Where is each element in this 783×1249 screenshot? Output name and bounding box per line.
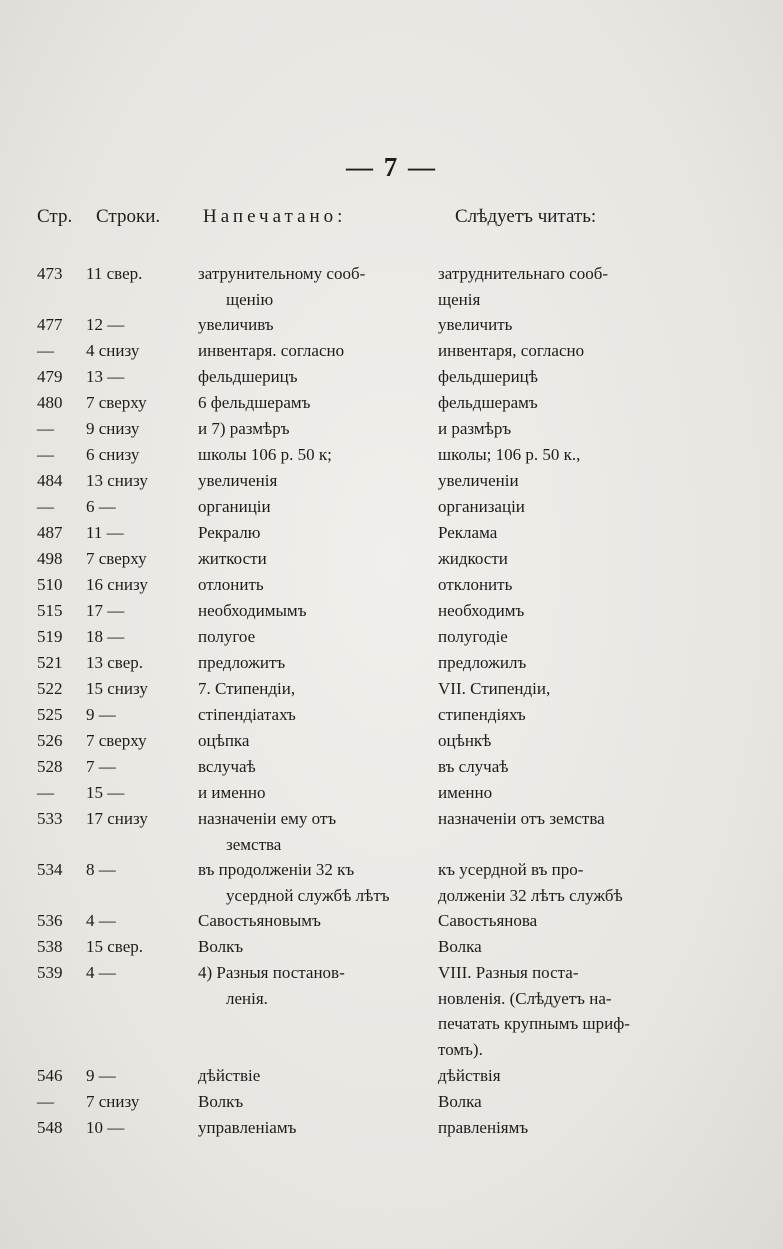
errata-read-text: въ случаѣ xyxy=(438,757,509,776)
errata-read-text: VIII. Разныя поста- xyxy=(438,963,579,982)
errata-line: 13 свер. xyxy=(86,653,144,672)
errata-read-text: стипендіяхъ xyxy=(438,705,526,724)
errata-read-text: новленія. (Слѣдуетъ на- xyxy=(438,988,612,1008)
errata-page: 525 xyxy=(37,705,63,724)
errata-read-text: и размѣръ xyxy=(438,419,512,438)
errata-page: 521 xyxy=(37,653,63,672)
errata-read-text: организаціи xyxy=(438,497,525,516)
errata-printed xyxy=(198,624,420,650)
errata-printed-text: увеличенія xyxy=(198,471,278,490)
errata-printed-text: 7. Стипендіи, xyxy=(198,679,296,698)
page-number: — 7 — xyxy=(346,152,437,182)
errata-page: 519 xyxy=(37,627,63,646)
errata-line: 12 — xyxy=(86,315,125,334)
errata-printed-text: управленіамъ xyxy=(198,1118,297,1137)
errata-should-read xyxy=(438,338,646,364)
errata-page: 533 xyxy=(37,809,63,828)
errata-read-text: инвентаря, согласно xyxy=(438,341,585,360)
errata-printed xyxy=(198,857,420,908)
errata-should-read xyxy=(438,1063,646,1089)
errata-page: — xyxy=(37,445,54,464)
errata-page: 534 xyxy=(37,860,63,879)
errata-page: 536 xyxy=(37,911,63,930)
errata-line: 11 — xyxy=(86,523,124,542)
errata-page: 546 xyxy=(37,1066,63,1085)
errata-page: 480 xyxy=(37,393,63,412)
errata-should-read xyxy=(438,857,646,908)
errata-printed-text: Волкъ xyxy=(198,937,244,956)
errata-line: 15 снизу xyxy=(86,679,148,698)
errata-printed-text: необходимымъ xyxy=(198,601,307,620)
errata-line: 9 снизу xyxy=(86,419,140,438)
errata-should-read xyxy=(438,754,646,780)
errata-should-read xyxy=(438,780,646,806)
errata-should-read xyxy=(438,468,646,494)
errata-printed xyxy=(198,572,420,598)
errata-line: 7 сверху xyxy=(86,731,147,750)
errata-row xyxy=(0,676,783,702)
errata-read-text: предложилъ xyxy=(438,653,527,672)
errata-page: 515 xyxy=(37,601,63,620)
errata-row xyxy=(0,934,783,960)
errata-printed-text: 6 фельдшерамъ xyxy=(198,393,311,412)
errata-row xyxy=(0,364,783,390)
errata-row xyxy=(0,908,783,934)
errata-row xyxy=(0,416,783,442)
errata-read-text: томъ). xyxy=(438,1040,483,1060)
errata-printed-text: дѣйствіе xyxy=(198,1066,261,1085)
errata-read-text: фельдшерицѣ xyxy=(438,367,539,386)
errata-page: 548 xyxy=(37,1118,63,1137)
errata-printed xyxy=(198,806,420,857)
errata-row xyxy=(0,1089,783,1115)
errata-line: 13 — xyxy=(86,367,125,386)
errata-page: 526 xyxy=(37,731,63,750)
errata-read-text: Реклама xyxy=(438,523,498,542)
errata-printed-text: въ продолженіи 32 къ xyxy=(198,860,355,879)
errata-line: 17 снизу xyxy=(86,809,148,828)
errata-line: 6 снизу xyxy=(86,445,140,464)
errata-row xyxy=(0,598,783,624)
errata-should-read xyxy=(438,442,646,468)
errata-row xyxy=(0,728,783,754)
errata-read-text: фельдшерамъ xyxy=(438,393,538,412)
errata-row xyxy=(0,1063,783,1089)
errata-printed xyxy=(198,261,420,312)
header-should-read: Слѣдуетъ читать: xyxy=(455,206,597,227)
errata-page: 479 xyxy=(37,367,63,386)
errata-printed-text: полугое xyxy=(198,627,256,646)
errata-read-text: именно xyxy=(438,783,493,802)
errata-printed xyxy=(198,1063,420,1089)
errata-page: 498 xyxy=(37,549,63,568)
errata-line: 6 — xyxy=(86,497,116,516)
errata-read-text: увеличить xyxy=(438,315,513,334)
errata-row xyxy=(0,338,783,364)
errata-printed-text: Савостьяновымъ xyxy=(198,911,321,930)
errata-should-read xyxy=(438,261,646,312)
errata-printed-text: оцѣпка xyxy=(198,731,250,750)
errata-row xyxy=(0,468,783,494)
errata-printed xyxy=(198,416,420,442)
errata-printed-text: усердной службѣ лѣтъ xyxy=(226,885,390,905)
errata-line: 10 — xyxy=(86,1118,125,1137)
errata-should-read xyxy=(438,572,646,598)
errata-read-text: полугодіе xyxy=(438,627,508,646)
errata-read-text: правленіямъ xyxy=(438,1118,529,1137)
errata-line: 7 сверху xyxy=(86,549,147,568)
errata-row xyxy=(0,780,783,806)
errata-printed xyxy=(198,312,420,338)
errata-read-text: жидкости xyxy=(438,549,508,568)
errata-read-text: дѣйствія xyxy=(438,1066,501,1085)
errata-page: — xyxy=(37,497,54,516)
errata-read-text: Волка xyxy=(438,937,482,956)
errata-printed-text: житкости xyxy=(198,549,267,568)
errata-line: 16 снизу xyxy=(86,575,148,594)
errata-row xyxy=(0,702,783,728)
errata-printed xyxy=(198,442,420,468)
errata-printed xyxy=(198,1115,420,1141)
errata-should-read xyxy=(438,546,646,572)
errata-read-text: увеличеніи xyxy=(438,471,519,490)
errata-printed-text: щенію xyxy=(226,289,274,309)
errata-page: 528 xyxy=(37,757,63,776)
errata-line: 7 снизу xyxy=(86,1092,140,1111)
errata-row xyxy=(0,806,783,857)
errata-read-text: школы; 106 р. 50 к., xyxy=(438,445,581,464)
errata-line: 8 — xyxy=(86,860,116,879)
errata-line: 4 — xyxy=(86,911,116,930)
errata-printed xyxy=(198,728,420,754)
errata-row xyxy=(0,520,783,546)
errata-line: 11 свер. xyxy=(86,264,143,283)
errata-printed-text: школы 106 р. 50 к; xyxy=(198,445,332,464)
errata-line: 9 — xyxy=(86,705,116,724)
errata-printed xyxy=(198,960,420,1011)
errata-printed-text: увеличивъ xyxy=(198,315,274,334)
errata-line: 18 — xyxy=(86,627,125,646)
errata-page: — xyxy=(37,419,54,438)
errata-printed-text: земства xyxy=(226,834,282,854)
header-page: Стр. xyxy=(37,206,73,227)
errata-printed-text: органиціи xyxy=(198,497,271,516)
errata-page: 510 xyxy=(37,575,63,594)
errata-printed xyxy=(198,650,420,676)
errata-page: 538 xyxy=(37,937,63,956)
errata-page: 522 xyxy=(37,679,63,698)
errata-printed xyxy=(198,468,420,494)
errata-row xyxy=(0,390,783,416)
errata-page: — xyxy=(37,1092,54,1111)
errata-row xyxy=(0,1115,783,1141)
errata-printed xyxy=(198,494,420,520)
errata-printed-text: Рекралю xyxy=(198,523,261,542)
errata-read-text: необходимъ xyxy=(438,601,525,620)
errata-printed-text: 4) Разныя постанов- xyxy=(198,963,345,982)
errata-read-text: назначеніи отъ земства xyxy=(438,809,605,828)
errata-printed-text: вслучаѣ xyxy=(198,757,256,776)
errata-printed-text: и 7) размѣръ xyxy=(198,419,290,438)
errata-printed-text: предложитъ xyxy=(198,653,286,672)
errata-should-read xyxy=(438,728,646,754)
errata-row xyxy=(0,857,783,908)
errata-row xyxy=(0,650,783,676)
errata-should-read xyxy=(438,650,646,676)
errata-should-read xyxy=(438,598,646,624)
errata-printed-text: инвентаря. согласно xyxy=(198,341,345,360)
header-printed: Напечатано: xyxy=(203,206,347,227)
errata-should-read xyxy=(438,702,646,728)
errata-row xyxy=(0,494,783,520)
errata-printed-text: ленія. xyxy=(226,988,268,1008)
errata-row xyxy=(0,624,783,650)
errata-line: 13 снизу xyxy=(86,471,148,490)
errata-line: 15 свер. xyxy=(86,937,144,956)
errata-printed-text: Волкъ xyxy=(198,1092,244,1111)
errata-page: 473 xyxy=(37,264,63,283)
errata-page: 539 xyxy=(37,963,63,982)
errata-printed xyxy=(198,546,420,572)
errata-line: 15 — xyxy=(86,783,125,802)
errata-printed xyxy=(198,338,420,364)
errata-should-read xyxy=(438,520,646,546)
errata-printed xyxy=(198,934,420,960)
errata-row xyxy=(0,261,783,312)
errata-page: — xyxy=(37,341,54,360)
errata-read-text: долженіи 32 лѣтъ службѣ xyxy=(438,885,623,905)
errata-read-text: отклонить xyxy=(438,575,513,594)
errata-table xyxy=(0,261,783,1141)
errata-line: 4 снизу xyxy=(86,341,140,360)
errata-printed-text: назначеніи ему отъ xyxy=(198,809,337,828)
errata-page: 477 xyxy=(37,315,63,334)
errata-page: 484 xyxy=(37,471,63,490)
errata-should-read xyxy=(438,416,646,442)
errata-printed xyxy=(198,390,420,416)
errata-should-read xyxy=(438,312,646,338)
errata-row xyxy=(0,442,783,468)
errata-line: 7 сверху xyxy=(86,393,147,412)
errata-printed xyxy=(198,598,420,624)
errata-page: 487 xyxy=(37,523,63,542)
errata-printed-text: затрунительному сооб- xyxy=(198,264,366,283)
errata-printed-text: и именно xyxy=(198,783,266,802)
errata-read-text: Волка xyxy=(438,1092,482,1111)
errata-row xyxy=(0,572,783,598)
errata-line: 7 — xyxy=(86,757,116,776)
errata-read-text: оцѣнкѣ xyxy=(438,731,492,750)
errata-row xyxy=(0,312,783,338)
errata-read-text: затруднительнаго сооб- xyxy=(438,264,609,283)
errata-printed xyxy=(198,364,420,390)
errata-printed xyxy=(198,780,420,806)
errata-should-read xyxy=(438,934,646,960)
errata-should-read xyxy=(438,676,646,702)
errata-printed xyxy=(198,702,420,728)
header-line: Строки. xyxy=(96,206,161,227)
errata-printed-text: отлонить xyxy=(198,575,264,594)
errata-printed xyxy=(198,520,420,546)
errata-line: 4 — xyxy=(86,963,116,982)
errata-printed-text: фельдшерицъ xyxy=(198,367,298,386)
errata-should-read xyxy=(438,364,646,390)
errata-read-text: VII. Стипендіи, xyxy=(438,679,551,698)
errata-read-text: Савостьянова xyxy=(438,911,538,930)
errata-line: 17 — xyxy=(86,601,125,620)
errata-printed-text: стіпендіатахъ xyxy=(198,705,296,724)
errata-line: 9 — xyxy=(86,1066,116,1085)
errata-should-read xyxy=(438,494,646,520)
errata-page: — xyxy=(37,783,54,802)
errata-row xyxy=(0,960,783,1063)
errata-row xyxy=(0,546,783,572)
errata-should-read xyxy=(438,1115,646,1141)
errata-read-text: печатать крупнымъ шриф- xyxy=(438,1014,630,1034)
errata-row xyxy=(0,754,783,780)
errata-printed xyxy=(198,754,420,780)
errata-should-read xyxy=(438,960,646,1063)
errata-read-text: къ усердной въ про- xyxy=(438,860,584,879)
errata-should-read xyxy=(438,390,646,416)
errata-printed xyxy=(198,676,420,702)
errata-should-read xyxy=(438,806,646,832)
errata-should-read xyxy=(438,1089,646,1115)
errata-should-read xyxy=(438,908,646,934)
errata-should-read xyxy=(438,624,646,650)
errata-read-text: щенія xyxy=(438,289,481,309)
errata-printed xyxy=(198,1089,420,1115)
errata-printed xyxy=(198,908,420,934)
